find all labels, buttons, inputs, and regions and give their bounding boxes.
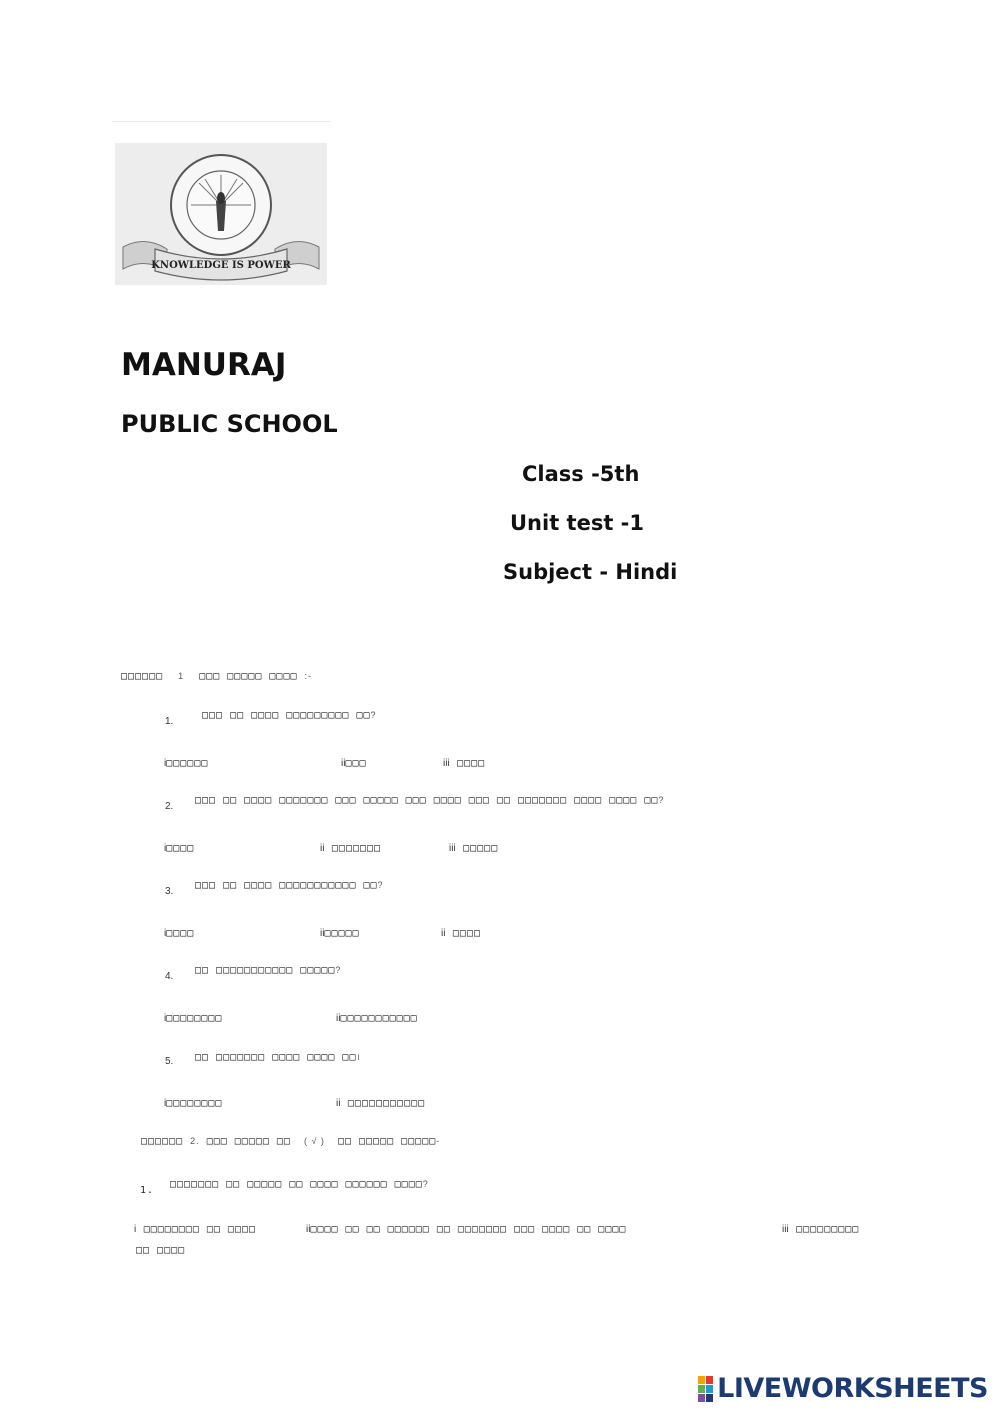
- question-text: □□□ □□ □□□□ □□□□□□□ □□□ □□□□□ □□□ □□□□ □□□ □□ □□□□□□□ □□□□ □□□□ □□: [195, 795, 659, 806]
- question-number: 4.: [165, 971, 174, 982]
- s2-q1-option-2[interactable]: [306, 1219, 626, 1237]
- s2-question-1-text: [170, 1179, 429, 1190]
- q5-option-1[interactable]: [164, 1093, 222, 1111]
- option-text: □□□□□□□: [331, 843, 382, 854]
- option-label: i: [164, 1098, 167, 1109]
- option-text: □□□□□□□□ □□ □□□□: [143, 1224, 257, 1235]
- question-2: [165, 796, 173, 814]
- q3-option-1[interactable]: [164, 923, 194, 941]
- section2-number: 2.: [190, 1136, 200, 1146]
- option-text: □□□: [345, 758, 367, 769]
- option-text: □□□□□□□□□□□: [347, 1098, 426, 1109]
- q5-option-2[interactable]: [336, 1093, 425, 1111]
- section1-title-rest: □□□ □□□□□ □□□□: [199, 671, 298, 682]
- question-text: □□□ □□ □□□□ □□□□□□□□□ □□: [202, 710, 371, 721]
- option-label: ii: [306, 1224, 311, 1235]
- option-text: □□□□ □□ □□ □□□□□□ □□ □□□□□□□ □□□ □□□□ □□ □□□□: [310, 1224, 627, 1235]
- q2-option-3[interactable]: [449, 838, 498, 856]
- option-text: □□□□□□□□□□□: [340, 1013, 418, 1024]
- section1-title-punct: :-: [304, 671, 313, 681]
- section1-number: 1: [178, 671, 185, 681]
- option-label: ii: [336, 1098, 341, 1109]
- question-number: 3.: [165, 886, 174, 897]
- option-text: □□□□□□: [166, 758, 209, 769]
- option-label: ii: [341, 758, 346, 769]
- class-label: Class -5th: [522, 462, 640, 486]
- question-text: □□□□□□□ □□ □□□□□ □□ □□□□ □□□□□□ □□□□: [170, 1179, 423, 1190]
- section2-title: [141, 1136, 440, 1147]
- question-2-text: [195, 795, 664, 806]
- top-divider: [112, 121, 330, 122]
- q1-option-1[interactable]: [164, 753, 208, 771]
- option-label: i: [164, 758, 167, 769]
- q3-option-2[interactable]: [320, 923, 360, 941]
- question-1-text: [202, 710, 377, 721]
- option-label: ii: [441, 928, 446, 939]
- question-number: 1.: [140, 1185, 155, 1196]
- section2-title-word: □□□□□□: [141, 1136, 184, 1147]
- section1-title-word: □□□□□□: [121, 671, 164, 682]
- section2-title-rest: □□□ □□□□□ □□: [206, 1136, 291, 1147]
- q1-option-2[interactable]: [341, 753, 367, 771]
- q2-option-2[interactable]: [320, 838, 381, 856]
- option-label: iii: [449, 843, 456, 854]
- option-label: iii: [782, 1224, 789, 1235]
- question-4: [165, 966, 173, 984]
- liveworksheets-brand: [698, 1373, 988, 1404]
- section2-title-rest2: □□ □□□□□ □□□□□: [337, 1136, 437, 1147]
- option-label: i: [164, 1013, 167, 1024]
- question-5: [165, 1051, 173, 1069]
- question-text: □□ □□□□□□□ □□□□ □□□□ □□: [195, 1052, 357, 1063]
- option-label: ii: [336, 1013, 341, 1024]
- school-name-line1: MANURAJ: [121, 347, 287, 383]
- question-4-text: [195, 965, 341, 976]
- option-text: □□□□: [166, 843, 195, 854]
- s2-q1-option-3-continued: □□ □□□□: [136, 1245, 186, 1256]
- option-label: i: [164, 928, 167, 939]
- q4-option-2[interactable]: [336, 1008, 418, 1026]
- option-text: □□□□: [166, 928, 195, 939]
- question-text: □□□ □□ □□□□ □□□□□□□□□□□ □□: [195, 880, 378, 891]
- brand-logo-icon: [698, 1376, 713, 1402]
- section2-title-punct: -: [436, 1136, 441, 1146]
- option-text: □□□□□: [463, 843, 499, 854]
- s2-q1-option-3[interactable]: [782, 1219, 859, 1237]
- question-punct: ?: [335, 965, 342, 975]
- question-3: [165, 881, 173, 899]
- tick-mark: ( √ ): [303, 1136, 325, 1146]
- option-label: i: [164, 843, 167, 854]
- q2-option-1[interactable]: [164, 838, 194, 856]
- question-punct: ?: [370, 710, 377, 720]
- question-punct: ?: [658, 795, 665, 805]
- logo-motto: KNOWLEDGE IS POWER: [151, 260, 291, 271]
- s2-question-1: [140, 1180, 154, 1198]
- option-text: □□□□□: [324, 928, 360, 939]
- unit-test-label: Unit test -1: [510, 511, 645, 535]
- question-punct: ?: [422, 1179, 429, 1189]
- question-1: [165, 711, 173, 729]
- question-number: 2.: [165, 801, 174, 812]
- section1-title: [121, 671, 312, 682]
- question-5-text: [195, 1050, 361, 1063]
- question-number: 5.: [165, 1056, 174, 1067]
- school-logo: [115, 143, 327, 285]
- option-text: □□□□□□□□: [166, 1013, 223, 1024]
- option-text: □□□□: [457, 758, 486, 769]
- subject-label: Subject - Hindi: [503, 560, 678, 584]
- q4-option-1[interactable]: [164, 1008, 222, 1026]
- q1-option-3[interactable]: [443, 753, 485, 771]
- option-label: iii: [443, 758, 450, 769]
- option-text: □□□□□□□□□: [796, 1224, 860, 1235]
- q3-option-3[interactable]: [441, 923, 481, 941]
- school-name-line2: PUBLIC SCHOOL: [121, 410, 338, 438]
- question-punct: ?: [377, 880, 384, 890]
- option-label: ii: [320, 843, 325, 854]
- question-text: □□ □□□□□□□□□□□ □□□□□: [195, 965, 336, 976]
- question-3-text: [195, 880, 384, 891]
- option-text: □□□□□□□□: [166, 1098, 223, 1109]
- s2-q1-option-1[interactable]: [134, 1219, 256, 1237]
- option-text: □□□□: [452, 928, 481, 939]
- question-number: 1.: [165, 716, 174, 727]
- question-punct: ।: [356, 1052, 361, 1062]
- option-label: i: [134, 1224, 137, 1235]
- option-label: ii: [320, 928, 325, 939]
- brand-name: LIVEWORKSHEETS: [717, 1373, 988, 1404]
